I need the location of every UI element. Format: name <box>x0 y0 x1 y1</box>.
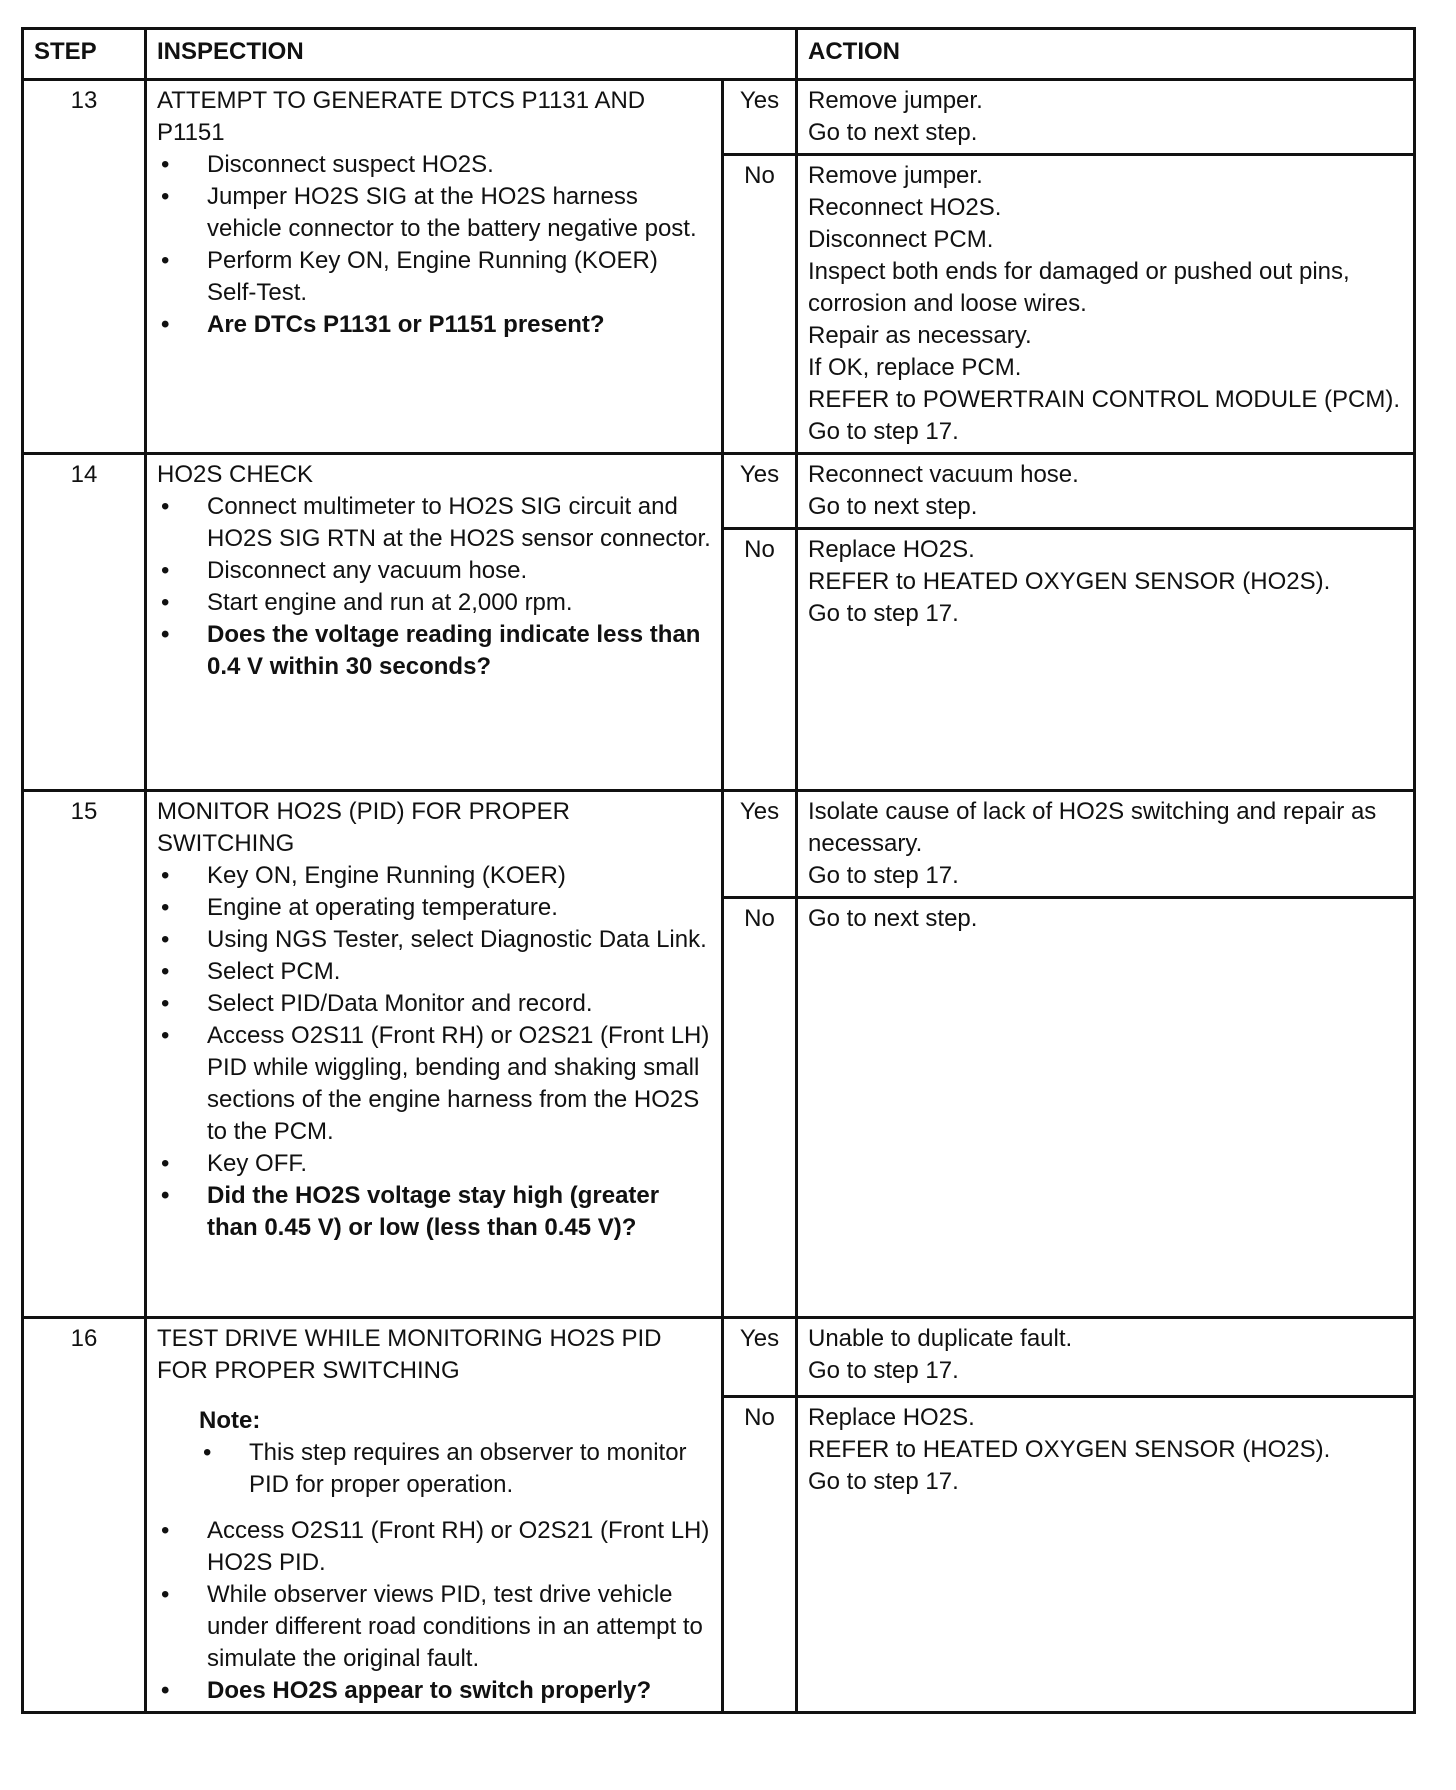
action-line: Inspect both ends for damaged or pushed out pins, corrosion and loose wires. <box>808 258 1350 317</box>
action-line: Isolate cause of lack of HO2S switching and repair as necessary. <box>808 798 1377 857</box>
action-line: Reconnect HO2S. <box>808 194 1002 221</box>
inspection-title: MONITOR HO2S (PID) FOR PROPER SWITCHING <box>157 798 570 857</box>
inspection-bullet: • Jumper HO2S SIG at the HO2S harness vehicle connector to the battery negative post. <box>157 181 711 245</box>
inspection-list <box>157 491 711 683</box>
inspection-bullet: • Access O2S11 (Front RH) or O2S21 (Front LH) HO2S PID. <box>157 1515 711 1579</box>
action-line: Go to step 17. <box>808 862 959 889</box>
action-line: Go to next step. <box>808 119 978 146</box>
yes-action <box>797 80 1415 155</box>
step-row-14 <box>23 454 1415 529</box>
action-line: If OK, replace PCM. <box>808 354 1022 381</box>
no-action <box>797 898 1415 1318</box>
inspection-bullet: • Perform Key ON, Engine Running (KOER) Self-Test. <box>157 245 711 309</box>
step-row-15 <box>23 791 1415 898</box>
yes-label: Yes <box>723 791 797 898</box>
header-action: ACTION <box>797 29 1415 80</box>
note-title: Note: <box>199 1407 261 1434</box>
inspection-question: • Does HO2S appear to switch properly? <box>157 1675 711 1707</box>
step-number: 16 <box>23 1318 146 1713</box>
no-action <box>797 529 1415 791</box>
action-line: Go to step 17. <box>808 600 959 627</box>
no-action <box>797 1396 1415 1712</box>
inspection-cell <box>146 791 723 1318</box>
inspection-bullet: • Key OFF. <box>157 1148 711 1180</box>
header-row <box>23 29 1415 80</box>
action-line: Replace HO2S. <box>808 536 975 563</box>
inspection-bullet: • Disconnect any vacuum hose. <box>157 555 711 587</box>
step-row-16 <box>23 1318 1415 1397</box>
action-line: Repair as necessary. <box>808 322 1032 349</box>
inspection-list <box>157 860 711 1244</box>
diagnostic-table <box>21 27 1416 1714</box>
no-label: No <box>723 898 797 1318</box>
inspection-bullet: • Select PCM. <box>157 956 711 988</box>
no-action <box>797 155 1415 454</box>
inspection-bullet: • Disconnect suspect HO2S. <box>157 149 711 181</box>
action-line: Disconnect PCM. <box>808 226 994 253</box>
action-line: Remove jumper. <box>808 162 983 189</box>
inspection-title: ATTEMPT TO GENERATE DTCS P1131 AND P1151 <box>157 87 646 146</box>
no-label: No <box>723 1396 797 1712</box>
inspection-question: • Are DTCs P1131 or P1151 present? <box>157 309 711 341</box>
inspection-cell <box>146 80 723 454</box>
yes-label: Yes <box>723 454 797 529</box>
inspection-cell <box>146 454 723 791</box>
inspection-bullet: • While observer views PID, test drive vehicle under different road conditions in an attempt to simulate the original fault. <box>157 1579 711 1675</box>
step-row-13 <box>23 80 1415 155</box>
inspection-title: HO2S CHECK <box>157 461 314 488</box>
inspection-bullet: • Using NGS Tester, select Diagnostic Data Link. <box>157 924 711 956</box>
action-line: Go to step 17. <box>808 1467 959 1495</box>
inspection-bullet: • Engine at operating temperature. <box>157 892 711 924</box>
action-line: Replace HO2S. <box>808 1403 975 1431</box>
action-line: Remove jumper. <box>808 87 983 114</box>
header-step: STEP <box>23 29 146 80</box>
inspection-bullet: • Key ON, Engine Running (KOER) <box>157 860 711 892</box>
action-line: Unable to duplicate fault. <box>808 1325 1073 1352</box>
action-line: Go to next step. <box>808 905 978 932</box>
yes-label: Yes <box>723 80 797 155</box>
note-block <box>157 1405 711 1501</box>
yes-action <box>797 791 1415 898</box>
inspection-list <box>157 149 711 341</box>
note-bullet: • This step requires an observer to monitor PID for proper operation. <box>199 1437 711 1501</box>
note-list <box>199 1437 711 1501</box>
no-label: No <box>723 155 797 454</box>
inspection-bullet: • Connect multimeter to HO2S SIG circuit and HO2S SIG RTN at the HO2S sensor connector. <box>157 491 711 555</box>
no-label: No <box>723 529 797 791</box>
action-line: REFER to HEATED OXYGEN SENSOR (HO2S). <box>808 568 1331 595</box>
action-line: REFER to HEATED OXYGEN SENSOR (HO2S). <box>808 1435 1331 1463</box>
inspection-question: • Does the voltage reading indicate less than 0.4 V within 30 seconds? <box>157 619 711 683</box>
inspection-bullet: • Select PID/Data Monitor and record. <box>157 988 711 1020</box>
inspection-bullet: • Start engine and run at 2,000 rpm. <box>157 587 711 619</box>
yes-action <box>797 454 1415 529</box>
action-line: Go to step 17. <box>808 418 959 445</box>
inspection-bullet: • Access O2S11 (Front RH) or O2S21 (Front LH) PID while wiggling, bending and shaking small sections of the engine harness from the HO2S to the PCM. <box>157 1020 711 1148</box>
yes-action <box>797 1318 1415 1397</box>
step-number: 13 <box>23 80 146 454</box>
inspection-cell <box>146 1318 723 1713</box>
action-line: REFER to POWERTRAIN CONTROL MODULE (PCM). <box>808 386 1401 413</box>
action-line: Go to next step. <box>808 493 978 520</box>
inspection-question: • Did the HO2S voltage stay high (greater than 0.45 V) or low (less than 0.45 V)? <box>157 1180 711 1244</box>
inspection-title: TEST DRIVE WHILE MONITORING HO2S PID FOR PROPER SWITCHING <box>157 1325 662 1384</box>
yes-label: Yes <box>723 1318 797 1397</box>
action-line: Go to step 17. <box>808 1357 959 1384</box>
header-inspection: INSPECTION <box>146 29 797 80</box>
step-number: 15 <box>23 791 146 1318</box>
inspection-list <box>157 1515 711 1707</box>
step-number: 14 <box>23 454 146 791</box>
action-line: Reconnect vacuum hose. <box>808 461 1079 488</box>
